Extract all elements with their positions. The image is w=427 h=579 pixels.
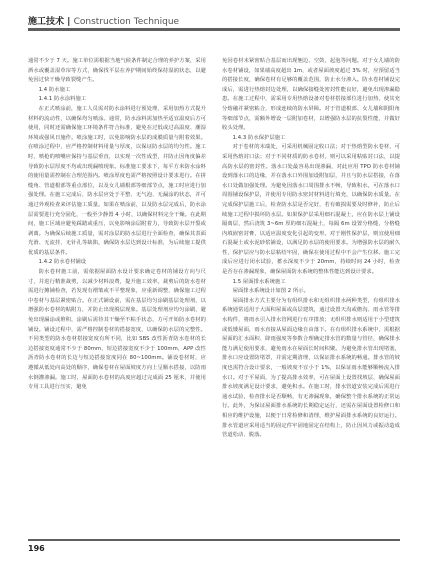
- paragraph: 屋面排水系统设计如图 2 所示。: [232, 288, 309, 295]
- heading-drainage-system: 1.5 屋面排水系统施工: [232, 278, 286, 285]
- right-column: [222, 57, 400, 441]
- page-header: [28, 14, 400, 34]
- paragraph: 免因卷材未紧密贴合基层而出现翘边、空鼓、起泡等问题。对于女儿墙的防水卷材铺设，如果墙高度超出 1m，或者屋面坡度超过 3% 时，应预留适当的搭接长度，确保卷材有足够的覆盖范围，防止水分渗入。防水卷材铺设完成后，需进行热熔封边处理，以确保接缝处密封性能良好，避免出现渗漏隐患。在施工过程中，需采用专用热熔设备对卷材搭接部位进行加热，使其充分熔融并紧密粘合，形成连续的防水屏障。对于管道根部、女儿墙和阴阳角等细部节点，需额外增设一层附加卷材，以增强防水层的抗裂性能，并做好收头处理。: [222, 58, 400, 132]
- paragraph: 通常不少于 7 天。施工单位需根据当地气候条件制定合理的养护方案，采用洒水或覆盖湿草帘等方式，确保找平层在养护期间始终保持湿润状态，以避免因过快干燥导致裂缝产生。: [28, 58, 206, 84]
- heading-waterproof-construction: 1.4 防水施工: [38, 86, 71, 93]
- section-title: [28, 14, 179, 27]
- section-title-cn: 施工技术: [28, 17, 65, 27]
- footer-rule: [28, 539, 400, 541]
- header-rule: [28, 28, 400, 31]
- heading-membrane-laying: 1.4.2 防水卷材铺设: [38, 259, 87, 266]
- left-column: [28, 57, 206, 393]
- heading-coating-construction: 1.4.1 防水涂料施工: [38, 96, 87, 103]
- paragraph: 在正式喷涂前，施工人员需对防水涂料进行预处理，采用加热方式提升材料的流动性，以确保均匀喷涂。通常，防水涂料需加热至适宜温度后方可使用，同时还需确保施工环境条件符合标准，避免在过低或过高温度、潮湿环境或强风日施作。喷涂施工时，以免影响防水层的成膜质量与附着效果。在喷涂过程中，应严格控制材料用量与厚度，以保证防水层的均匀性。施工时，喷枪的喷嘴应保持与基层垂直，以实现一次性成型，并防止因角度偏差导致防水层厚度不均或出现漏喷现象。标准施工要求下，每平方米防水涂料的使用量需控制在合理范围内。喷涂厚度也需严格按照设计要求进行。在拼缝角、管道根部等重点部位，以及女儿墙根部等细部节点，施工时应进行加强处理。在施工完成后，防水层应处于平整、无气泡、无漏涂的状态，并可通过外观检查来评估施工质量。如果在喷涂前，以及防水层完成后，防水涂层需要进行充分固化，一般至少静置 4 小时，以确保材料完全干燥。在此期间，施工区域应避免踩踏或重压，以免影响涂层附着力，导致防水层开裂或剥离。为确保后续施工质量，需对涂层的防水层进行全面检查，确保其表面光滑、无流挂、无针孔等缺陷，确保防水层达到设计标准，为后续施工提供优质的基层条件。: [28, 105, 206, 256]
- section-title-en: Construction Technique: [73, 17, 180, 27]
- page-number: 196: [28, 544, 45, 553]
- title-separator: |: [64, 17, 74, 27]
- paragraph: 防水卷材施工前，需依据屋面防水设计要求确定卷材的铺设方向与尺寸，并进行精准裁剪，以减少材料浪费，提升施工效率。裁剪后的防水卷材需进行摊铺检查，若发现有褶皱或不平整现象，应重新调整，确保施工过程中卷材与基层紧密贴合。在正式铺设前，需在基层均匀涂刷基层处理剂，以增强防水卷材的粘附力，并防止出现脱层现象。基层处理剂应均匀涂刷，避免出现漏涂或堆积，涂刷后需待其干燥至不粘手状态，方可开始防水卷材的铺设。铺设过程中，需严格控制卷材的搭接宽度，以确保防水层的完整性。不同类型的防水卷材搭接宽度有所不同，比如 SBS 改性沥青防水卷材的长边搭接宽度通常不少于 80mm，短边搭接宽度不少于 100mm，APP 改性沥青防水卷材的长边与短边搭接宽度同在 80~100mm。铺设卷材时，应遵循从低处向高处的顺序，确保卷材在屋面坡度方向上呈顺水搭接，以防雨水倒灌渗漏。施工时，屋面防水卷材的高度应超过完成面 25 厘米，并使用专用工具进行压实，避免: [28, 269, 206, 391]
- paragraph: 屋面排水方式主要分为有组织排水和无组织排水两种类型，有组织排水系统通常适用于大面积屋面或高层建筑，通过设置天沟或檐沟、雨水管等排水构件，将雨水引入排水管网进行有序排放；无组织排水则适用于小型建筑或低矮屋面，雨水直接从屋面边缘自由落下。在有组织排水系统中，需根据屋面的汇水面积、降雨强度等参数合理确定排水管的数量与管径，确保排水能力满足使用要求，避免雨水在屋面长时间积聚。为避免排水管出现堵塞，排水口应设置防堵罩，并需定期清理，以保证排水系统的畅通。排水管的坡度也需符合设计要求，一般坡度不宜小于 1%，以保证雨水能够顺畅流入排水口。对于平屋面，为了提高排水效率，可在屋面上设置找坡层，确保屋面排水坡度满足设计要求，避免积水。在施工时，排水管道安装完成后需进行通水试验，检查排水是否顺畅，有无渗漏现象，确保整个排水系统的正常运行。此外，为保证屋面排水系统的长期稳定运行，还需在屋面设置检修口和相应的维护设施，以便于日常检修和清理，维护屋面排水系统的良好运行。排水管道应采用适当的固定件牢固地固定在结构上，防止因风力或振动造成管道松动、脱落。: [222, 297, 400, 439]
- paragraph: 对于卷材的末端处，可采用机械固定收口法；对于热熔型防水卷材，可采用热熔封口法；对于不同材质的防水卷材，则可以采用粘贴封口法，以提高防水层的密封性。落水口处最容易出现渗漏，对此应用 TPO 防水卷材铺设到落水口的边缘，并在落水口外围加设附加层，并且与防水层搭接，在落水口处做加强处理。为避免因落水口周围排水不畅，导致积水，可在落水口周围铺设保护层，并使用专用防水密封材料进行填充，以确保防水质量。在完成保护层施工后，检查防水层是否完好，若有破损需要及时修补，防止后续施工过程中损坏防水层。如果保护层采用细石混凝土，应在防水层上铺设隔离层，然后浇筑 3~6m 厚的细石混凝土，每隔 6m 设置分格缝，分格缝内填嵌密封膏，以适应温度变化引起的变形。对于刚性保护层，则宜使用细石混凝土或水泥砂浆铺设，以满足防水层的使用要求。为增强防水层的耐久性，保护层应与防水层粘结牢固，确保在使用过程中不会产生位移。施工完成后应进行闭水试验，蓄水深度不少于 20mm，持续时间 24 小时，检查是否存在渗漏现象，确保屋面防水系统的整体性能达到设计要求。: [222, 144, 400, 276]
- heading-protective-layer: 1.4.3 防水保护层施工: [232, 134, 286, 141]
